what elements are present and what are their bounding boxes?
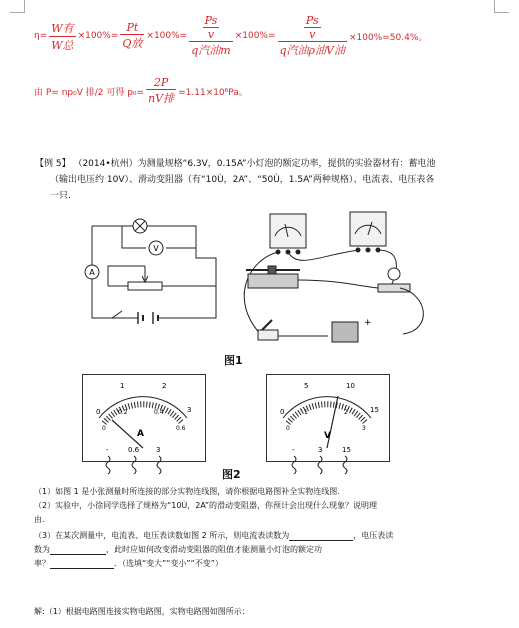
- fraction-pressure: $\frac{2P}{\text{nV排}}$: [148, 76, 175, 105]
- svg-text:0.6: 0.6: [176, 425, 186, 432]
- question-2-line-1: （2）实验中，小徐同学选择了规格为“10Ù，2A”的滑动变阻器，你预计会出现什么现象？说明理: [34, 501, 377, 510]
- svg-text:3: 3: [187, 406, 192, 414]
- resistance-change-blank[interactable]: [50, 558, 114, 569]
- svg-text:10: 10: [346, 382, 355, 390]
- eta-symbol: η=: [34, 31, 48, 41]
- svg-text:3: 3: [318, 446, 323, 454]
- svg-text:3: 3: [362, 425, 366, 432]
- figure-1-label: 图1: [224, 354, 243, 367]
- fraction-power: $\frac{Pt}{\text{Q放}}$: [122, 21, 143, 50]
- voltage-reading-blank[interactable]: [50, 544, 106, 555]
- svg-text:0.4: 0.4: [154, 409, 164, 416]
- question-3-line-3: 率？ ．（选填“变大”“变小”“不变”）: [34, 559, 223, 568]
- corner-mark-left: [10, 0, 25, 13]
- svg-text:0.2: 0.2: [118, 409, 128, 416]
- voltmeter-terminals: [290, 444, 360, 476]
- svg-text:15: 15: [342, 446, 351, 454]
- svg-text:A: A: [89, 268, 95, 277]
- svg-text:A: A: [137, 429, 144, 439]
- apparatus-drawing: [228, 210, 443, 350]
- svg-text:0: 0: [280, 408, 285, 416]
- svg-text:0: 0: [286, 425, 290, 432]
- question-1: （1）如图 1 是小张测量时所连接的部分实物连线图，请你根据电路图补全实物连线图.: [34, 487, 340, 496]
- fraction-volume: Ps v q汽油ρ油V油: [279, 14, 345, 57]
- corner-mark-right: [494, 0, 509, 13]
- svg-text:0.6: 0.6: [128, 446, 140, 454]
- svg-text:-: -: [292, 446, 295, 454]
- svg-text:V: V: [324, 431, 331, 441]
- pressure-formula: 由 P= np₀V 排/2 可得 p₀= $\frac{2P}{\text{nV排}}$ =1.11×10⁶Pa。: [34, 76, 248, 105]
- question-3-line-1: （3）在某次测量中，电流表、电压表读数如图 2 所示，则电流表读数为 ，电压表读: [34, 531, 394, 540]
- svg-text:0: 0: [102, 425, 106, 432]
- svg-text:15: 15: [370, 406, 379, 414]
- svg-text:2: 2: [344, 409, 348, 416]
- example-line-1: 【例 5】 （2014•杭州）为测量规格“6.3V，0.15A”小灯泡的额定功率，提供的实验器材有：蓄电池: [35, 159, 436, 169]
- fraction-work: $\frac{\text{W有}}{\text{W总}}$: [51, 21, 74, 52]
- fraction-mass: Ps v q汽油m: [191, 14, 231, 57]
- svg-text:0: 0: [96, 408, 101, 416]
- solution-line: 解:（1）根据电路图连接实物电路图，实物电路图如图所示：: [34, 607, 250, 616]
- svg-text:-: -: [106, 446, 109, 454]
- question-2-line-2: 由.: [34, 515, 45, 524]
- efficiency-formula: η= $\frac{\text{W有}}{\text{W总}}$ ×100%= $\frac{Pt}{\text{Q放}}$ ×100%= Ps v q汽油m ×100%= Ps v q汽油ρ油V油 ×100%=50.4%。: [34, 14, 428, 57]
- question-3-line-2: 数为 ，此时应如何改变滑动变阻器的阻值才能测量小灯泡的额定功: [34, 545, 322, 554]
- figure-2-label: 图2: [222, 468, 241, 481]
- example-line-3: 一只.: [50, 191, 71, 201]
- ammeter-terminals: [104, 444, 174, 476]
- svg-text:+: +: [364, 318, 372, 328]
- svg-text:3: 3: [156, 446, 161, 454]
- svg-text:2: 2: [162, 382, 167, 390]
- circuit-diagram: [78, 218, 228, 330]
- current-reading-blank[interactable]: [289, 530, 353, 541]
- svg-text:V: V: [153, 244, 159, 253]
- example-line-2: （输出电压约 10V）、滑动变阻器（有“10Ù，2A”、“50Ù，1.5A”两种规格）、电流表、电压表各: [50, 175, 435, 185]
- svg-text:5: 5: [304, 382, 309, 390]
- svg-text:1: 1: [120, 382, 125, 390]
- svg-text:1: 1: [304, 409, 308, 416]
